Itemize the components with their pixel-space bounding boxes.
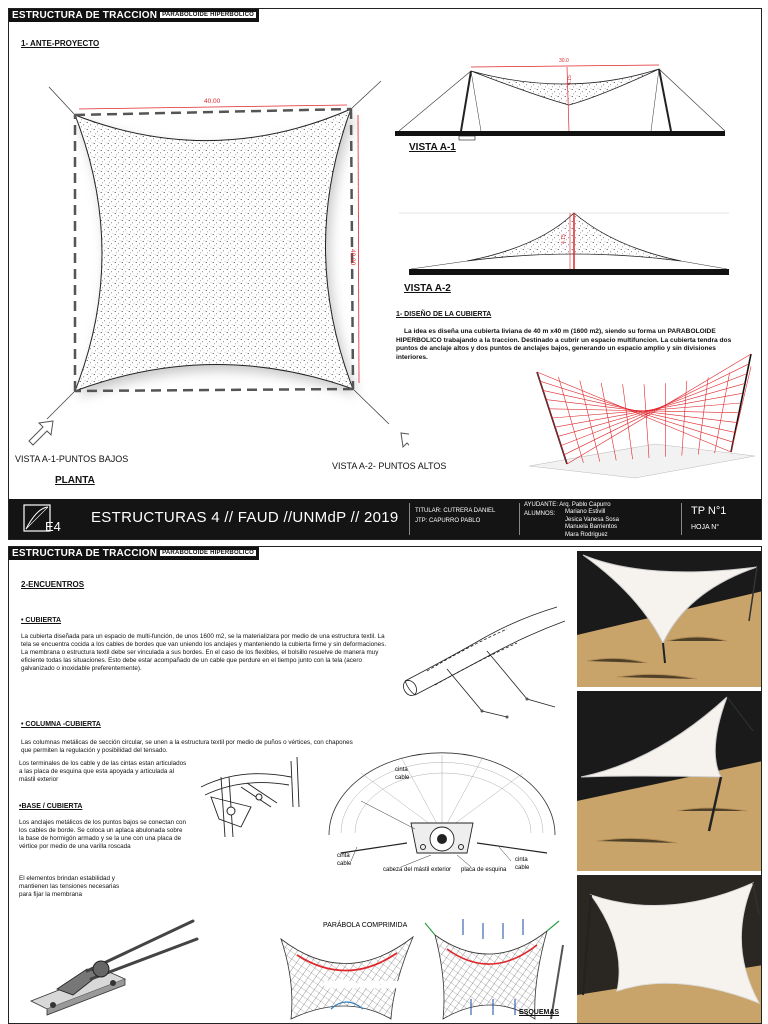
cubierta-text: La cubierta diseñada para un espacio de multi-función, de unos 1600 m2, se la materializara por medio de una estructura textil. La tela se encuentra cocida a los cables de bordes que van uniendo los anclajes y manteniendo la cubierta firme y sin deformaciones. La membrana o estructura textil debe ser vinculada a sus bordes. En el caso de los flexibles, el bolsillo resuelve de manera muy eficiente todas las situaciones. Esto debe estar acompañado de un cable que perdure en el tiempo junto con la tela (acero galvanizado o inoxidable preferentemente). [21,633,387,672]
cubierta-heading: • CUBIERTA [21,617,62,624]
detail-label-cinta: cinta [337,853,350,859]
header-subtitle: PARABOLOIDE HIPERBOLICO [162,550,254,557]
label-esquemas: ESQUEMAS [519,1009,560,1016]
detail-label-cinta: cinta [515,857,528,863]
detail-label-cabeza: cabeza del mástil exterior [383,867,452,873]
label-vista-a1-bajos: VISTA A-1-PUNTOS BAJOS [15,454,129,464]
design-heading: 1- DISEÑO DE LA CUBIERTA [396,311,492,318]
titular: TITULAR: CUTRERA DANIEL [415,508,496,514]
detail-label-cable: cable [395,775,410,781]
mast-head-sketch [181,747,321,847]
logo-text: E4 [45,519,61,534]
logo-icon [23,504,73,534]
label-parabola-comprimida: PARÁBOLA COMPRIMIDA [323,922,408,929]
elev-dim-height: 4.15 [561,234,567,244]
anchor-base-sketch [17,909,207,1019]
columna-text: Las columnas metálicas de sección circular, se unen a la estructura textil por medio de puños o vértices, con chapones que permiten la regulación y posibilidad del tensado. [21,739,353,754]
alumno: Mara Rodriguez [565,531,608,538]
sheet-encuentros [8,546,762,1024]
alumno: Jesica Vanesa Sosa [565,516,619,523]
model-photo [577,551,762,687]
detail-label-cinta: cinta [395,767,408,773]
detail-label-placa: placa de esquina [461,867,507,873]
label-parabola-traccionada: PARÁBOLA TRACCIONADA [325,982,415,989]
elevation-a2-drawing [389,199,749,289]
sheet-anteproyecto [8,8,762,540]
tp-number: TP N°1 [691,505,727,517]
hypar-sketch [525,344,761,479]
alumnos-label: ALUMNOS: [524,511,556,517]
label-vista-a1: VISTA A-1 [409,142,456,153]
footer-title: ESTRUCTURAS 4 // FAUD //UNMdP // 2019 [91,509,399,526]
base-text: Los anclajes metálicos de los puntos bajos se conectan con los cables de borde. Se coloca un aplaca abulonada sobre la base de hormigón armado y se la une con una placa de vértice por medio de una varilla roscada [19,819,186,850]
header-title: ESTRUCTURA DE TRACCION [12,10,158,21]
ayudante: AYUDANTE: Arq. Pablo Capurro [524,502,611,508]
label-planta: PLANTA [55,475,95,486]
corner-plate-detail [321,743,567,883]
label-vista-a2: VISTA A-2 [404,283,451,294]
model-photo [577,691,762,871]
hoja-number: HOJA N° [691,524,720,531]
section-heading: 1- ANTE-PROYECTO [21,39,100,48]
design-text: La idea es diseña una cubierta liviana de 40 m x40 m (1600 m2), siendo su forma un PARABOLOIDE HIPERBOLICO trabajando a la traccion. Destinado a cubrir un espacio multifuncion. La cubierta tendra dos puntos de anclaje altos y dos puntos de anclajes bajos, generando un espacio amplio y sin divisiones interiores. [396,328,732,361]
jtp: JTP: CAPURRO PABLO [415,518,481,524]
plan-drawing [9,9,409,499]
elev-dim-height: 4.15 [567,75,573,85]
terminales-text: Los terminales de los cable y de las cintas estan articulados a las placa de esquina que esta apoyada y articulada al mástil exterior [19,760,187,783]
view-arrow-icon [401,433,409,457]
membrane-pocket-sketch [387,599,575,734]
esquemas-drawing [271,915,571,1023]
columna-heading: • COLUMNA -CUBIERTA [21,721,101,728]
label-vista-a2-altos: VISTA A-2- PUNTOS ALTOS [332,461,447,471]
alumno: Mariano Estivill [565,509,606,515]
plan-dim-top: 40.00 [204,98,221,105]
elev-dim-top: 30.0 [559,58,569,64]
plan-dim-right: 40.00 [349,249,356,266]
header-title: ESTRUCTURA DE TRACCION [12,548,158,559]
detail-label-cable: cable [337,861,352,867]
sheet-header [9,547,259,560]
alumnos-list [565,509,619,539]
model-photo [577,875,762,1024]
title-block-footer [9,499,761,539]
elementos-text: El elementos brindan estabilidad y mantienen las tensiones necesarias para fijar la membrana [19,875,120,898]
base-heading: •BASE / CUBIERTA [19,803,83,810]
section-heading: 2-ENCUENTROS [21,580,85,589]
alumno: Manuela Barrientos [565,524,618,530]
view-arrow-icon [29,421,53,445]
header-subtitle: PARABOLOIDE HIPERBOLICO [162,12,254,19]
detail-label-cable: cable [515,865,530,871]
